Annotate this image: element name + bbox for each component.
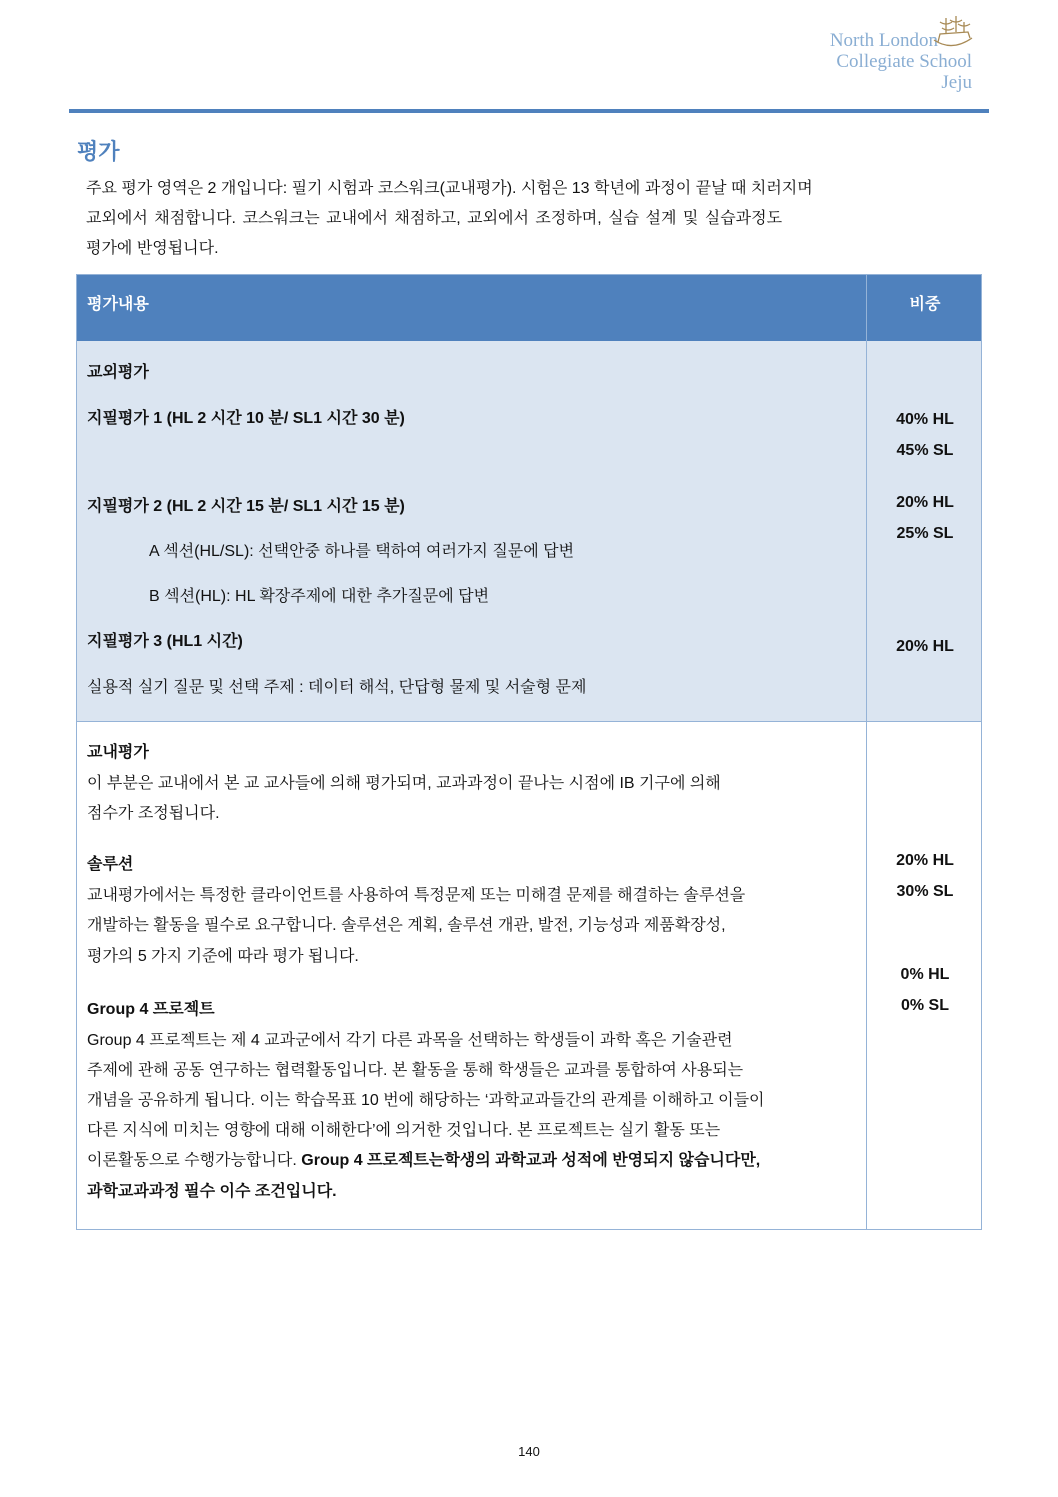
internal-title: 교내평가 <box>87 744 149 761</box>
logo-line2: Collegiate School <box>836 51 972 72</box>
external-row <box>77 341 981 722</box>
ship-logo-icon <box>928 14 976 54</box>
solution-weight-hl: 20% HL <box>896 852 954 869</box>
paper1-title: 지필평가 1 (HL 2 시간 10 분/ SL1 시간 30 분) <box>87 410 405 427</box>
paper2-weight-hl: 20% HL <box>896 494 954 511</box>
external-title: 교외평가 <box>87 364 149 381</box>
solution-weight-sl: 30% SL <box>896 883 954 900</box>
solution-desc: 개발하는 활동을 필수로 요구합니다. 솔루션은 계획, 솔루션 개관, 발전, 기능성과 제품확장성, <box>87 917 726 934</box>
paper1-weight-hl: 40% HL <box>896 411 954 428</box>
page-number: 140 <box>518 1444 540 1459</box>
group4-desc-last <box>87 1147 760 1170</box>
intro-line: 평가에 반영됩니다. <box>86 240 219 257</box>
col-weight-header: 비중 <box>909 296 941 313</box>
group4-desc-final: 과학교과과정 필수 이수 조건입니다. <box>87 1183 337 1200</box>
intro-line: 주요 평가 영역은 2 개입니다: 필기 시험과 코스워크(교내평가). 시험은 13 학년에 과정이 끝날 때 치러지며 <box>86 180 813 197</box>
assessment-table <box>76 274 982 1230</box>
group4-desc-bold: Group 4 프로젝트는학생의 과학교과 성적에 반영되지 않습니다만, <box>301 1152 761 1169</box>
group4-title: Group 4 프로젝트 <box>87 1001 215 1018</box>
solution-title: 솔루션 <box>87 856 134 873</box>
solution-desc: 평가의 5 가지 기준에 따라 평가 됩니다. <box>87 948 359 965</box>
group4-desc: Group 4 프로젝트는 제 4 교과군에서 각기 다른 과목을 선택하는 학생들이 과학 혹은 기술관련 <box>87 1032 733 1049</box>
solution-desc: 교내평가에서는 특정한 클라이언트를 사용하여 특정문제 또는 미해결 문제를 해결하는 솔루션을 <box>87 887 746 904</box>
col-content-header: 평가내용 <box>87 296 149 313</box>
paper2-weight-sl: 25% SL <box>896 525 954 542</box>
paper3-weight-hl: 20% HL <box>896 638 954 655</box>
section-title: 평가 <box>77 139 120 164</box>
group4-desc: 주제에 관해 공동 연구하는 협력활동입니다. 본 활동을 통해 학생들은 교과를 통합하여 사용되는 <box>87 1062 744 1079</box>
group4-desc: 다른 지식에 미치는 영향에 대해 이해한다’에 의거한 것입니다. 본 프로젝트는 실기 활동 또는 <box>87 1122 721 1139</box>
logo-line3: Jeju <box>941 72 972 93</box>
paper2-title: 지필평가 2 (HL 2 시간 15 분/ SL1 시간 15 분) <box>87 498 405 515</box>
group4-weight-sl: 0% SL <box>900 997 949 1014</box>
header-rule <box>69 109 989 113</box>
group4-weight-hl: 0% HL <box>900 966 950 983</box>
group4-desc-plain: 이론활동으로 수행가능합니다. <box>87 1152 302 1169</box>
paper2-section-a: A 섹션(HL/SL): 선택안중 하나를 택하여 여러가지 질문에 답변 <box>149 543 575 560</box>
paper2-section-b: B 섹션(HL): HL 확장주제에 대한 추가질문에 답변 <box>149 588 490 605</box>
group4-desc: 개념을 공유하게 됩니다. 이는 학습목표 10 번에 해당하는 ‘과학교과들간의 관계를 이해하고 이들이 <box>87 1092 765 1109</box>
table-header <box>77 275 981 341</box>
paper3-title: 지필평가 3 (HL1 시간) <box>87 633 243 650</box>
internal-desc: 점수가 조정됩니다. <box>87 805 220 822</box>
paper1-weight-sl: 45% SL <box>896 442 954 459</box>
internal-desc: 이 부분은 교내에서 본 교 교사들에 의해 평가되며, 교과과정이 끝나는 시점에 IB 기구에 의해 <box>87 775 721 792</box>
intro-line: 교외에서 채점합니다. 코스워크는 교내에서 채점하고, 교외에서 조정하며, 실습 설계 및 실습과정도 <box>86 210 783 227</box>
logo-line1: North London <box>829 30 938 51</box>
paper3-desc: 실용적 실기 질문 및 선택 주제 : 데이터 해석, 단답형 물제 및 서술형 문제 <box>87 679 587 696</box>
